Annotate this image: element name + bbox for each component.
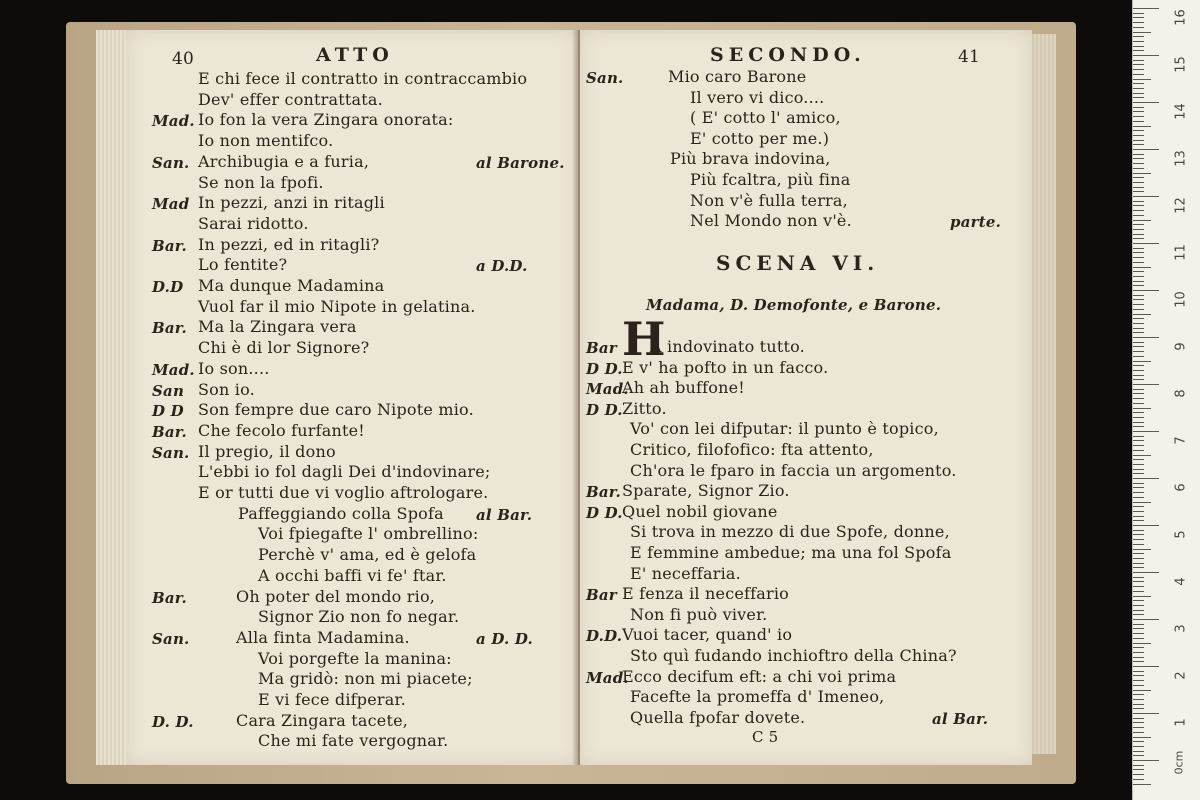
ruler-tick xyxy=(1133,281,1144,282)
scene-cast: Madama, D. Demofonte, e Barone. xyxy=(646,296,942,314)
speaker-label: San. xyxy=(152,443,190,462)
speaker-label: Mad. xyxy=(586,668,629,687)
ruler-label: 7 xyxy=(1173,436,1189,445)
ruler-tick xyxy=(1133,248,1144,249)
ruler-label: 6 xyxy=(1173,483,1189,492)
ruler-tick xyxy=(1133,502,1151,503)
verse-line: Ma gridò: non mi piacete; xyxy=(258,669,473,689)
ruler-tick xyxy=(1133,633,1144,634)
ruler-tick xyxy=(1133,154,1144,155)
ruler-tick xyxy=(1133,342,1144,343)
ruler-tick xyxy=(1133,581,1144,582)
ruler-tick xyxy=(1133,299,1144,300)
speaker-label: Bar. xyxy=(152,236,187,255)
ruler-tick xyxy=(1133,379,1144,380)
ruler-label: 9 xyxy=(1173,342,1189,351)
verse-line: E chi fece il contratto in contraccambio xyxy=(198,69,528,88)
ruler-tick xyxy=(1133,229,1144,230)
stage-direction: al Bar. xyxy=(476,505,533,524)
ruler-tick xyxy=(1133,290,1159,291)
ruler-tick xyxy=(1133,572,1159,573)
ruler-tick xyxy=(1133,567,1144,568)
ruler-tick xyxy=(1133,224,1144,225)
verse-line: Se non la fpofi. xyxy=(198,172,324,192)
ruler-tick xyxy=(1133,422,1144,423)
ruler-tick xyxy=(1133,79,1151,80)
verse-line: L'ebbi io fol dagli Dei d'indovinare; xyxy=(198,462,491,482)
ruler-tick xyxy=(1133,619,1159,620)
ruler-tick xyxy=(1133,182,1144,183)
stage-direction: parte. xyxy=(950,213,1002,232)
scene-title: SCENA VI. xyxy=(716,251,880,275)
verse-line: Vuol far il mio Nipote in gelatina. xyxy=(198,296,476,316)
verse-line: Che fecolo furfante! xyxy=(198,420,365,440)
ruler-tick xyxy=(1133,497,1144,498)
ruler-label: 14 xyxy=(1173,103,1189,120)
ruler-tick xyxy=(1133,55,1159,56)
verse-line: A occhi baffi vi fe' ftar. xyxy=(258,565,447,585)
ruler-tick xyxy=(1133,774,1144,775)
ruler-tick xyxy=(1133,426,1144,427)
ruler-tick xyxy=(1133,685,1144,686)
ruler-label: 10 xyxy=(1173,291,1189,308)
ruler-tick xyxy=(1133,624,1144,625)
ruler-tick xyxy=(1133,722,1144,723)
ruler-label: 13 xyxy=(1173,150,1189,167)
ruler-tick xyxy=(1133,708,1144,709)
ruler-tick xyxy=(1133,285,1144,286)
speaker-label: D D. xyxy=(586,400,623,419)
ruler-tick xyxy=(1133,337,1159,338)
ruler-tick xyxy=(1133,210,1144,211)
running-header: SECONDO. xyxy=(710,44,866,66)
ruler-tick xyxy=(1133,163,1144,164)
speaker-label: Bar xyxy=(586,339,617,357)
verse-line: A indovinato tutto. xyxy=(650,337,805,356)
verse-line: Archibugia e a furia, xyxy=(198,151,370,171)
verse-line: Oh poter del mondo rio, xyxy=(236,586,436,606)
verse-line: Paffeggiando colla Spofa xyxy=(238,503,444,523)
ruler-tick xyxy=(1133,121,1144,122)
verse-line: Voi fpiegafte l' ombrellino: xyxy=(258,524,479,544)
ruler-tick xyxy=(1133,737,1151,738)
verse-line: Lo fentite? xyxy=(198,255,288,275)
ruler-label: 3 xyxy=(1173,624,1189,633)
ruler-tick xyxy=(1133,130,1144,131)
speaker-label: Mad. xyxy=(586,380,629,399)
ruler-tick xyxy=(1133,323,1144,324)
ruler-tick xyxy=(1133,647,1144,648)
speaker-label: D.D. xyxy=(586,627,623,646)
ruler-tick xyxy=(1133,144,1144,145)
ruler-tick xyxy=(1133,412,1144,413)
ruler-tick xyxy=(1133,492,1144,493)
page-stack-left xyxy=(96,30,130,765)
running-header: ATTO xyxy=(316,44,394,66)
ruler-tick xyxy=(1133,534,1144,535)
ruler-tick xyxy=(1133,464,1144,465)
ruler-tick xyxy=(1133,661,1144,662)
verse-line: Non fi può viver. xyxy=(630,604,768,624)
ruler-tick xyxy=(1133,60,1144,61)
ruler-tick xyxy=(1133,469,1144,470)
ruler-tick xyxy=(1133,525,1159,526)
ruler-tick xyxy=(1133,173,1151,174)
ruler-tick xyxy=(1133,238,1144,239)
speaker-label: Bar. xyxy=(152,422,187,441)
verse-line: Io fon la vera Zingara onorata: xyxy=(198,110,454,130)
page-number: 41 xyxy=(958,47,981,67)
ruler-tick xyxy=(1133,610,1144,611)
ruler-tick xyxy=(1133,107,1144,108)
ruler-tick xyxy=(1133,516,1144,517)
verse-line: Ah ah buffone! xyxy=(622,378,745,398)
ruler-tick xyxy=(1133,596,1151,597)
ruler-tick xyxy=(1133,267,1151,268)
verse-line: Sparate, Signor Zio. xyxy=(622,481,790,501)
ruler-tick xyxy=(1133,13,1144,14)
verse-line: Non v'è fulla terra, xyxy=(690,190,848,210)
ruler-tick xyxy=(1133,93,1144,94)
verse-line: Ma dunque Madamina xyxy=(198,276,385,295)
verse-line: Più fcaltra, più fina xyxy=(690,170,851,189)
ruler-tick xyxy=(1133,393,1144,394)
ruler-tick xyxy=(1133,459,1144,460)
ruler-unit: 0cm xyxy=(1172,750,1186,775)
verse-line: Il vero vi dico.... xyxy=(690,87,825,107)
ruler-tick xyxy=(1133,718,1144,719)
verse-line: Chi è di lor Signore? xyxy=(198,338,370,358)
verse-line: Vo' con lei difputar: il punto è topico, xyxy=(630,419,939,439)
ruler-tick xyxy=(1133,351,1144,352)
speaker-label: San. xyxy=(152,629,190,648)
verse-line: Vuoi tacer, quand' io xyxy=(622,625,793,645)
ruler-tick xyxy=(1133,563,1144,564)
ruler-tick xyxy=(1133,140,1144,141)
ruler-tick xyxy=(1133,539,1144,540)
verse-line: Son fempre due caro Nipote mio. xyxy=(198,400,474,420)
ruler-label: 4 xyxy=(1173,577,1189,586)
verse-line: Facefte la promeffa d' Imeneo, xyxy=(630,687,885,707)
ruler-tick xyxy=(1133,69,1144,70)
verse-line: ( E' cotto l' amico, xyxy=(690,108,841,128)
ruler-tick xyxy=(1133,638,1144,639)
verse-line: E femmine ambedue; ma una fol Spofa xyxy=(630,543,952,562)
verse-line: Dev' effer contrattata. xyxy=(198,89,383,109)
ruler-tick xyxy=(1133,671,1144,672)
ruler-tick xyxy=(1133,450,1144,451)
ruler-tick xyxy=(1133,751,1144,752)
ruler-tick xyxy=(1133,765,1144,766)
page-stack-right xyxy=(1030,34,1056,754)
ruler-tick xyxy=(1133,356,1144,357)
ruler-label: 5 xyxy=(1173,530,1189,539)
ruler-tick xyxy=(1133,727,1144,728)
verse-line: Son io. xyxy=(198,379,255,399)
ruler-tick xyxy=(1133,586,1144,587)
speaker-label: D D. xyxy=(586,503,623,522)
ruler-tick xyxy=(1133,201,1144,202)
ruler-tick xyxy=(1133,760,1159,761)
verse-line: Nel Mondo non v'è. xyxy=(690,211,852,231)
ruler-tick xyxy=(1133,384,1159,385)
ruler-tick xyxy=(1133,417,1144,418)
stage-direction: a D.D. xyxy=(476,257,528,276)
ruler-tick xyxy=(1133,694,1144,695)
drop-cap: H xyxy=(622,312,666,366)
ruler-tick xyxy=(1133,675,1144,676)
ruler-tick xyxy=(1133,784,1151,785)
ruler-tick xyxy=(1133,779,1144,780)
ruler-tick xyxy=(1133,699,1144,700)
ruler-tick xyxy=(1133,168,1144,169)
ruler-tick xyxy=(1133,234,1144,235)
speaker-label: San. xyxy=(152,153,190,172)
verse-line: Ecco decifum eft: a chi voi prima xyxy=(622,666,897,686)
ruler-tick xyxy=(1133,111,1144,112)
ruler-tick xyxy=(1133,487,1144,488)
verse-line: In pezzi, ed in ritagli? xyxy=(198,234,380,254)
stage-direction: al Bar. xyxy=(932,709,989,728)
ruler-tick xyxy=(1133,8,1159,9)
ruler-tick xyxy=(1133,511,1144,512)
ruler-tick xyxy=(1133,553,1144,554)
ruler-tick xyxy=(1133,126,1151,127)
page-number: 40 xyxy=(172,49,195,69)
ruler-tick xyxy=(1133,158,1144,159)
ruler-tick xyxy=(1133,403,1144,404)
verse-line: Quella fpofar dovete. xyxy=(630,707,806,727)
ruler-tick xyxy=(1133,746,1144,747)
ruler-label: 2 xyxy=(1173,671,1189,680)
ruler-tick xyxy=(1133,32,1151,33)
ruler-tick xyxy=(1133,544,1144,545)
ruler-tick xyxy=(1133,187,1144,188)
verse-line: Perchè v' ama, ed è gelofa xyxy=(258,545,477,565)
ruler-tick xyxy=(1133,600,1144,601)
verse-line: Signor Zio non fo negar. xyxy=(258,607,460,627)
ruler-tick xyxy=(1133,205,1144,206)
ruler-tick xyxy=(1133,215,1144,216)
ruler-tick xyxy=(1133,243,1159,244)
ruler-label: 15 xyxy=(1173,56,1189,73)
ruler-tick xyxy=(1133,666,1159,667)
ruler-tick xyxy=(1133,473,1144,474)
ruler-tick xyxy=(1133,220,1151,221)
ruler-label: 11 xyxy=(1173,244,1189,261)
verse-line: Io son.... xyxy=(198,358,270,378)
ruler-tick xyxy=(1133,36,1144,37)
verse-line: E vi fece difperar. xyxy=(258,690,406,709)
verse-line: E fenza il neceffario xyxy=(622,584,790,604)
ruler-tick xyxy=(1133,680,1144,681)
ruler-tick xyxy=(1133,102,1159,103)
stage-direction: al Barone. xyxy=(476,153,565,172)
ruler-tick xyxy=(1133,346,1144,347)
ruler-tick xyxy=(1133,332,1144,333)
verse-line: Critico, filofofico: fta attento, xyxy=(630,440,874,459)
ruler-tick xyxy=(1133,549,1151,550)
ruler-tick xyxy=(1133,64,1144,65)
ruler-tick xyxy=(1133,370,1144,371)
ruler-tick xyxy=(1133,713,1159,714)
ruler-tick xyxy=(1133,605,1144,606)
ruler-tick xyxy=(1133,408,1151,409)
ruler-tick xyxy=(1133,74,1144,75)
verse-line: E or tutti due vi voglio aftrologare. xyxy=(198,483,489,502)
verse-line: Sto quì fudando inchioftro della China? xyxy=(630,646,957,665)
ruler-tick xyxy=(1133,365,1144,366)
ruler-tick xyxy=(1133,83,1144,84)
verse-line: In pezzi, anzi in ritagli xyxy=(198,193,385,213)
ruler-tick xyxy=(1133,614,1144,615)
speaker-label: D.D xyxy=(152,278,184,296)
ruler-tick xyxy=(1133,135,1144,136)
ruler-tick xyxy=(1133,276,1144,277)
ruler-tick xyxy=(1133,318,1144,319)
signature-mark: C 5 xyxy=(752,728,779,746)
speaker-label: San. xyxy=(586,69,624,87)
ruler-tick xyxy=(1133,732,1144,733)
ruler-tick xyxy=(1133,506,1144,507)
ruler-tick xyxy=(1133,643,1151,644)
ruler-tick xyxy=(1133,262,1144,263)
ruler-tick xyxy=(1133,17,1144,18)
ruler-tick xyxy=(1133,149,1159,150)
ruler-tick xyxy=(1133,690,1151,691)
ruler-tick xyxy=(1133,328,1144,329)
speaker-label: Mad xyxy=(152,195,190,214)
ruler-tick xyxy=(1133,22,1144,23)
verse-line: Il pregio, il dono xyxy=(198,441,336,461)
verse-line: Mio caro Barone xyxy=(668,67,807,86)
measuring-ruler xyxy=(1132,0,1200,800)
verse-line: Ma la Zingara vera xyxy=(198,317,357,337)
verse-line: Che mi fate vergognar. xyxy=(258,731,449,751)
verse-line: Quel nobil giovane xyxy=(622,501,778,521)
verse-line: Zitto. xyxy=(622,398,667,418)
ruler-tick xyxy=(1133,591,1144,592)
ruler-tick xyxy=(1133,41,1144,42)
speaker-label: San xyxy=(152,381,185,400)
verse-line: Ch'ora le fparo in faccia un argomento. xyxy=(630,460,957,480)
speaker-label: D D xyxy=(152,402,184,421)
ruler-tick xyxy=(1133,257,1144,258)
verse-line: Cara Zingara tacete, xyxy=(236,710,409,730)
ruler-tick xyxy=(1133,88,1144,89)
ruler-tick xyxy=(1133,628,1144,629)
ruler-tick xyxy=(1133,431,1159,432)
ruler-tick xyxy=(1133,46,1144,47)
ruler-tick xyxy=(1133,657,1144,658)
ruler-tick xyxy=(1133,50,1144,51)
ruler-tick xyxy=(1133,445,1144,446)
verse-line: Voi porgefte la manina: xyxy=(258,648,452,668)
ruler-tick xyxy=(1133,704,1144,705)
speaker-label: D. D. xyxy=(152,712,194,731)
speaker-label: Bar. xyxy=(586,483,621,502)
ruler-tick xyxy=(1133,398,1144,399)
ruler-tick xyxy=(1133,191,1144,192)
ruler-tick xyxy=(1133,361,1151,362)
ruler-tick xyxy=(1133,577,1144,578)
speaker-label: Mad. xyxy=(152,112,195,131)
ruler-tick xyxy=(1133,252,1144,253)
left-page xyxy=(126,30,578,765)
ruler-tick xyxy=(1133,455,1151,456)
ruler-tick xyxy=(1133,177,1144,178)
right-page xyxy=(580,30,1032,765)
ruler-tick xyxy=(1133,652,1144,653)
verse-line: E v' ha pofto in un facco. xyxy=(622,357,829,377)
speaker-label: Mad. xyxy=(152,360,195,379)
verse-line: Sarai ridotto. xyxy=(198,213,309,233)
ruler-tick xyxy=(1133,520,1144,521)
verse-line: E' neceffaria. xyxy=(630,563,741,583)
verse-line: Si trova in mezzo di due Spofe, donne, xyxy=(630,522,950,542)
ruler-tick xyxy=(1133,769,1144,770)
ruler-tick xyxy=(1133,389,1144,390)
verse-line: E' cotto per me.) xyxy=(690,128,830,148)
ruler-label: 12 xyxy=(1173,197,1189,214)
ruler-tick xyxy=(1133,530,1144,531)
ruler-tick xyxy=(1133,440,1144,441)
verse-line: Alla finta Madamina. xyxy=(236,627,410,647)
ruler-tick xyxy=(1133,755,1144,756)
ruler-tick xyxy=(1133,116,1144,117)
speaker-label: Bar. xyxy=(152,319,187,338)
ruler-tick xyxy=(1133,309,1144,310)
ruler-tick xyxy=(1133,304,1144,305)
ruler-tick xyxy=(1133,97,1144,98)
ruler-tick xyxy=(1133,375,1144,376)
ruler-label: 16 xyxy=(1173,9,1189,26)
ruler-tick xyxy=(1133,478,1159,479)
verse-line: Io non mentifco. xyxy=(198,131,334,151)
ruler-tick xyxy=(1133,295,1144,296)
ruler-tick xyxy=(1133,483,1144,484)
ruler-tick xyxy=(1133,271,1144,272)
ruler-label: 8 xyxy=(1173,389,1189,398)
verse-line: Più brava indovina, xyxy=(670,149,831,169)
ruler-tick xyxy=(1133,27,1144,28)
speaker-label: D D. xyxy=(586,359,623,378)
speaker-label: Bar. xyxy=(152,588,187,607)
ruler-tick xyxy=(1133,196,1159,197)
speaker-label: Bar xyxy=(586,586,617,605)
ruler-tick xyxy=(1133,558,1144,559)
ruler-tick xyxy=(1133,436,1144,437)
ruler-tick xyxy=(1133,314,1151,315)
ruler-label: 1 xyxy=(1173,718,1189,727)
ruler-tick xyxy=(1133,741,1144,742)
stage-direction: a D. D. xyxy=(476,629,533,648)
